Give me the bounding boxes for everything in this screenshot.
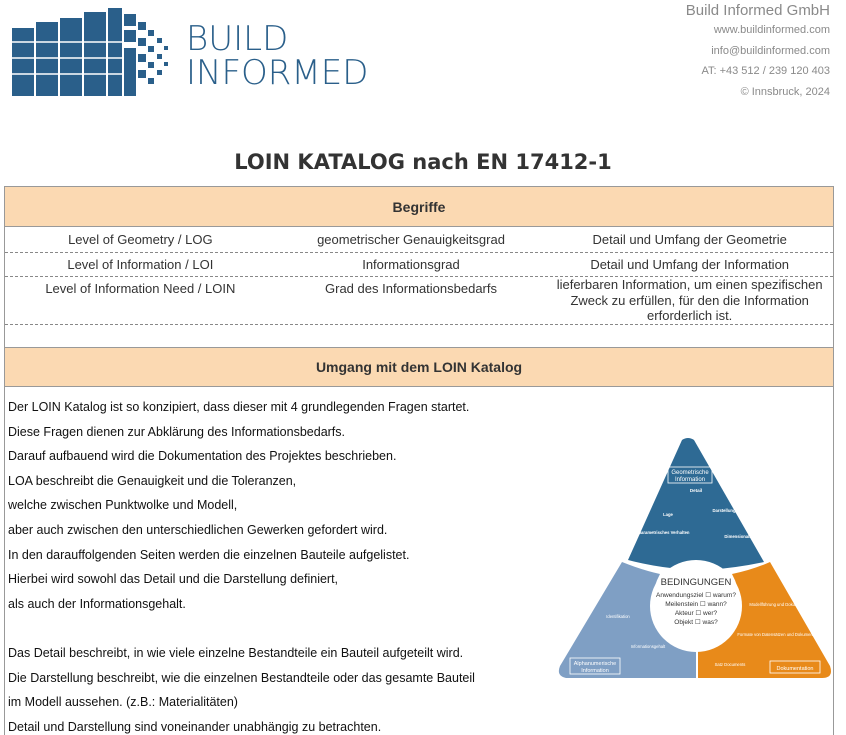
company-website[interactable]: www.buildinformed.com xyxy=(713,24,830,36)
term-row xyxy=(5,253,833,277)
term-description: Detail und Umfang der Information xyxy=(590,257,790,272)
geometric-info-segment xyxy=(628,438,764,570)
body-line: In den darauffolgenden Seiten werden die einzelnen Bauteile aufgelistet. xyxy=(8,547,410,562)
body-line: Darauf aufbauend wird die Dokumentation des Projektes beschrieben. xyxy=(8,449,397,464)
alphanumeric-identification-label: Identifikation xyxy=(606,614,630,619)
alphanumeric-title-2: Information xyxy=(581,668,609,674)
logo-wordmark xyxy=(186,19,369,93)
term-name: Level of Information Need / LOIN xyxy=(45,281,236,296)
begriffe-heading: Begriffe xyxy=(5,187,833,227)
body-line: als auch der Informationsgehalt. xyxy=(8,596,186,611)
documentation-management-label: Modellführung und Dokumente xyxy=(749,602,807,607)
body-line: aber auch zwischen den unterschiedlichen Gewerken gefordert wird. xyxy=(8,522,388,537)
alphanumeric-content-label: Informationsgehalt xyxy=(630,644,666,649)
geometric-detail-label: Detail xyxy=(689,488,703,493)
company-email[interactable]: info@buildinformed.com xyxy=(711,44,830,57)
company-copyright: © Innsbruck, 2024 xyxy=(740,85,830,98)
term-name: Level of Information / LOI xyxy=(67,257,214,272)
geometric-parametric-label: parametrisches Verhalten xyxy=(638,530,690,535)
alphanumeric-title-1: Alphanumerische xyxy=(573,661,617,667)
conditions-title: BEDINGUNGEN xyxy=(660,577,732,588)
body-line: Der LOIN Katalog ist so konzipiert, dass dieser mit 4 grundlegenden Fragen startet. xyxy=(8,400,470,414)
body-line: welche zwischen Punktwolke und Modell, xyxy=(8,498,238,513)
body-line: Detail und Darstellung sind voneinander unabhängig zu betrachten. xyxy=(8,719,382,734)
geometric-dimensionality-label: Dimensionalität xyxy=(724,534,756,539)
begriffe-terms xyxy=(5,227,833,348)
loin-triangle-diagram xyxy=(556,436,836,682)
term-row-empty xyxy=(5,325,833,348)
geometric-lage-label: Lage xyxy=(663,512,673,517)
documentation-formats-label: Formate von Datensätzen und Dokumenten xyxy=(737,632,819,637)
logo-line-informed: INFORMED xyxy=(186,53,369,93)
company-name: Build Informed GmbH xyxy=(685,2,830,19)
geometric-title-2: Information xyxy=(674,477,706,483)
term-description: lieferbaren Information, um einen spezifischen Zweck zu erfüllen, für den die Information erforderlich ist. xyxy=(556,277,823,323)
condition-anwendungsziel: Anwendungsziel ☐ warum? xyxy=(656,592,736,599)
term-name: Level of Geometry / LOG xyxy=(68,232,213,247)
document-title: LOIN KATALOG nach EN 17412-1 xyxy=(234,150,612,174)
umgang-heading: Umgang mit dem LOIN Katalog xyxy=(5,348,833,387)
body-line: Diese Fragen dienen zur Abklärung des Informationsbedarfs. xyxy=(8,424,345,439)
documentation-title: Dokumentation xyxy=(776,666,814,672)
term-german: Informationsgrad xyxy=(362,257,460,272)
body-line: Hierbei wird sowohl das Detail und die Darstellung definiert, xyxy=(8,572,339,587)
condition-akteur: Akteur ☐ wer? xyxy=(674,610,718,617)
page-header xyxy=(0,0,846,120)
geometric-darstellung-label: Darstellung xyxy=(712,508,736,513)
term-german: geometrischer Genauigkeitsgrad xyxy=(317,232,505,247)
body-line: Die Darstellung beschreibt, wie die einzelnen Bestandteile oder das gesamte Bauteil xyxy=(8,670,475,685)
logo-line-build: BUILD xyxy=(186,19,289,59)
body-line: Das Detail beschreibt, in wie viele einzelne Bestandteile ein Bauteil aufgeteilt wird. xyxy=(8,645,464,660)
company-info xyxy=(686,2,830,102)
term-description: Detail und Umfang der Geometrie xyxy=(592,232,787,247)
term-row xyxy=(5,277,833,325)
term-german: Grad des Informationsbedarfs xyxy=(325,281,497,296)
body-line: LOA beschreibt die Genauigkeit und die Toleranzen, xyxy=(8,473,297,488)
company-phone: AT: +43 512 / 239 120 403 xyxy=(701,65,830,77)
geometric-title-1: Geometrische xyxy=(671,470,709,476)
body-line: im Modell aussehen. (z.B.: Materialitäten) xyxy=(8,695,238,710)
condition-meilenstein: Meilenstein ☐ wann? xyxy=(665,601,727,608)
documentation-set-label: Satz Documents xyxy=(714,662,746,667)
term-row xyxy=(5,227,833,253)
condition-objekt: Objekt ☐ was? xyxy=(674,619,718,626)
